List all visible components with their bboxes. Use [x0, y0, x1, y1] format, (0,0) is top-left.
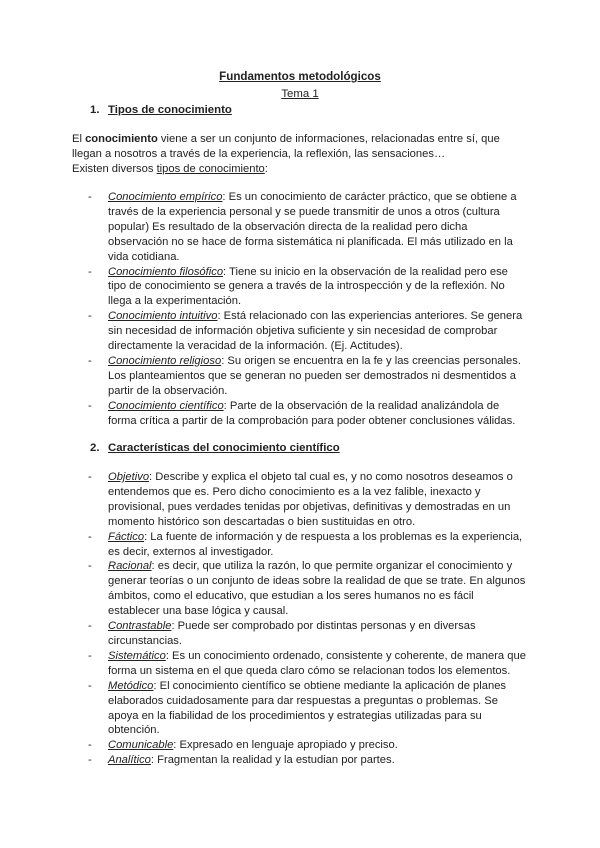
item-term: Conocimiento científico — [108, 399, 224, 412]
item-term: Conocimiento intuitivo — [108, 310, 218, 323]
section-1-number: 1. — [90, 104, 100, 116]
bullet-dash: - — [88, 530, 92, 543]
section-2-title: Características del conocimiento científico — [108, 442, 340, 454]
knowledge-types-list — [88, 190, 528, 429]
list-item — [88, 265, 528, 310]
item-term: Analítico — [108, 754, 151, 767]
bullet-dash: - — [88, 560, 92, 573]
item-description: : Expresado en lenguaje apropiado y preciso. — [173, 739, 398, 752]
bullet-dash: - — [88, 620, 92, 633]
item-description: : Tiene su inicio en la observación de la realidad pero ese tipo de conocimiento se genera a través de la introspección y de la reflexión. No llega a la experimentación. — [108, 265, 508, 308]
item-description: : Fragmentan la realidad y la estudian por partes. — [150, 754, 395, 767]
bullet-dash: - — [88, 265, 92, 278]
bullet-dash: - — [88, 399, 92, 412]
intro2-underlined: tipos de conocimiento — [156, 163, 265, 175]
item-term: Conocimiento empírico — [108, 191, 223, 203]
list-item — [88, 619, 528, 649]
item-term: Fáctico — [108, 530, 145, 543]
item-description: : Es un conocimiento de carácter práctico, que se obtiene a través de la experiencia personal y se puede transmitir de unos a otros (cultura popular) Es resultado de la observación directa de la realidad pero dicha observación no se hace de forma sistemática ni planificada. El más utilizado en la vida cotidiana. — [108, 191, 517, 263]
intro2-text-end: : — [264, 163, 268, 175]
list-item — [88, 679, 528, 739]
item-term: Objetivo — [108, 471, 150, 483]
bullet-dash: - — [88, 310, 92, 323]
intro2-text-start: Existen diversos — [72, 163, 157, 175]
item-description: : Puede ser comprobado por distintas personas y en diversas circunstancias. — [108, 620, 476, 647]
item-description: : Es un conocimiento ordenado, consistente y coherente, de manera que forma un sistema en el que queda claro cómo se relacionan todos los elementos. — [108, 649, 526, 677]
list-item — [88, 738, 528, 753]
bullet-dash: - — [88, 679, 92, 692]
list-item — [88, 190, 528, 265]
bullet-dash: - — [88, 739, 92, 752]
list-item — [88, 649, 528, 679]
intro-bold-term: conocimiento — [85, 133, 158, 145]
bullet-dash: - — [88, 191, 92, 203]
bullet-dash: - — [88, 354, 92, 367]
list-item — [88, 354, 528, 399]
bullet-dash: - — [88, 471, 92, 483]
item-description: : Describe y explica el objeto tal cual es, y no como nosotros deseamos o entendemos que es. Pero dicho conocimiento es a la vez falible, inexacto y provisional, pues verdades tenidas por objetivas, definitivas y demostradas en un momento histórico son descartadas o bien sustituidas en otro. — [108, 471, 513, 528]
list-item — [88, 753, 528, 768]
bullet-dash: - — [88, 754, 92, 767]
list-item — [88, 559, 528, 619]
document-title: Fundamentos metodológicos — [219, 70, 381, 83]
item-term: Sistemático — [108, 649, 166, 662]
item-term: Metódico — [108, 679, 154, 692]
item-description: : Su origen se encuentra en la fe y las creencias personales. Los planteamientos que se generan no pueden ser demostrados ni desmentidos a partir de la observación. — [108, 354, 521, 397]
list-item — [88, 530, 528, 560]
item-description: : Está relacionado con las experiencias anteriores. Se genera sin necesidad de información objetiva suficiente y sin necesidad de comprobar directamente la veracidad de la información. (Ej. Actitudes). — [108, 310, 523, 353]
scientific-characteristics-list — [88, 470, 528, 768]
list-item — [88, 309, 528, 354]
intro-paragraph — [72, 132, 532, 177]
item-description: : El conocimiento científico se obtiene mediante la aplicación de planes elaborados cuidadosamente para dar respuestas a preguntas o problemas. Se apoya en la fiabilidad de los procedimientos y estrategias utilizadas para su obtención. — [108, 679, 507, 737]
item-description: : Parte de la observación de la realidad analizándola de forma crítica a partir de la comprobación para poder obtener conclusiones válidas. — [108, 399, 516, 427]
list-item — [88, 470, 528, 530]
section-1-title: Tipos de conocimiento — [108, 104, 232, 116]
intro-text-start: El — [72, 133, 86, 145]
item-description: : La fuente de información y de respuesta a los problemas es la experiencia, es decir, externos al investigador. — [108, 530, 523, 558]
bullet-dash: - — [88, 649, 92, 662]
item-description: : es decir, que utiliza la razón, lo que permite organizar el conocimiento y generar teorías o un conjunto de ideas sobre la realidad de que se trate. En algunos ámbitos, como el educativo, que estudian a los seres humanos no es fácil establecer una base lógica y causal. — [108, 560, 526, 618]
list-item — [88, 399, 528, 429]
section-2-number: 2. — [90, 442, 100, 454]
item-term: Contrastable — [108, 620, 172, 633]
item-term: Conocimiento religioso — [108, 354, 222, 367]
intro-text-rest: viene a ser un conjunto de informaciones, relacionadas entre sí, que llegan a nosotros a través de la experiencia, la reflexión, las sensaciones… — [72, 133, 500, 160]
item-term: Racional — [108, 560, 152, 573]
document-subtitle: Tema 1 — [281, 88, 319, 100]
item-term: Comunicable — [108, 739, 174, 752]
item-term: Conocimiento filosófico — [108, 265, 224, 278]
section-2-heading — [90, 442, 340, 454]
section-1-heading — [90, 104, 232, 116]
